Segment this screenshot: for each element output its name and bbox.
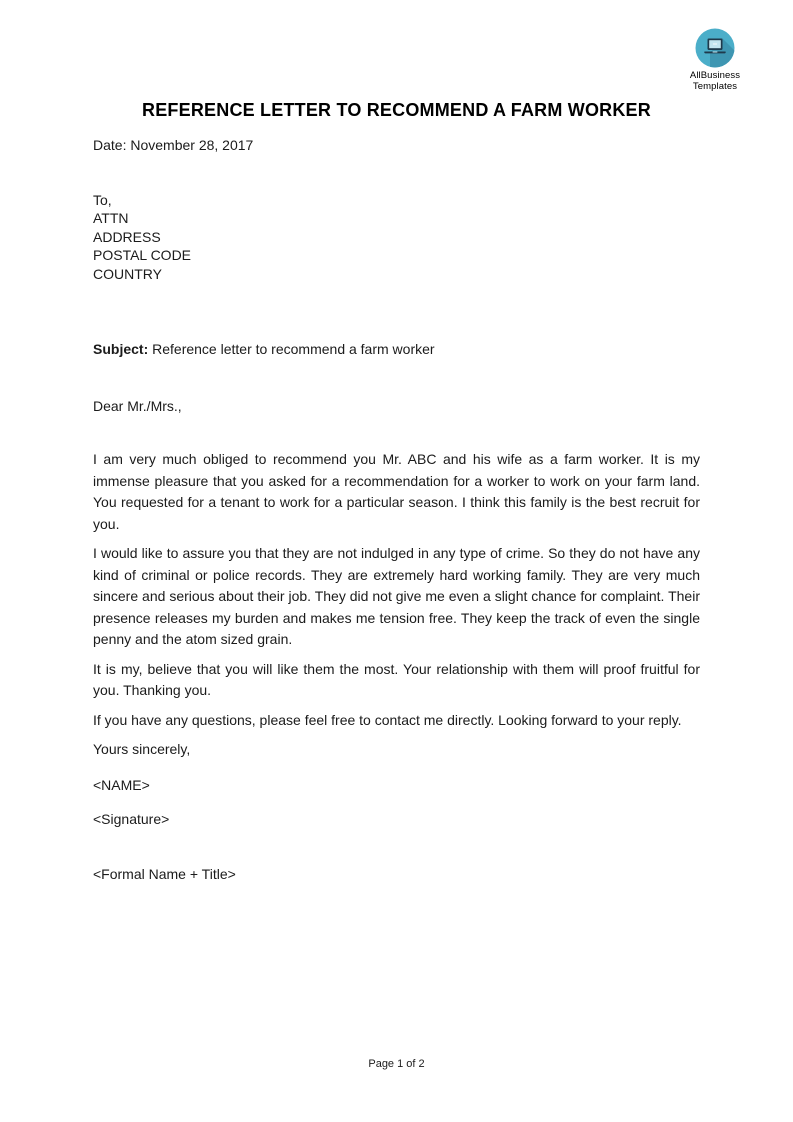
recipient-line: ADDRESS	[93, 228, 161, 245]
name-placeholder: <NAME>	[93, 776, 150, 793]
body-paragraph-2: I would like to assure you that they are not indulged in any type of crime. So they do not have any kind of criminal or police records. They are extremely hard working family. They are very much sincere and serious about their job. They did not give me even a slight chance for complaint. Their presence releases my burden and makes me tension free. They keep the track of even the single penny and the atom sized grain.	[93, 545, 700, 647]
recipient-line: To,	[93, 191, 112, 208]
formal-name-title-placeholder: <Formal Name + Title>	[93, 865, 236, 882]
closing-line: Yours sincerely,	[93, 741, 191, 757]
recipient-line: COUNTRY	[93, 265, 162, 282]
body-paragraph-4: If you have any questions, please feel free to contact me directly. Looking forward to your reply.	[93, 711, 682, 728]
date-line: Date: November 28, 2017	[93, 137, 254, 153]
logo-name-line2: Templates	[692, 81, 738, 92]
laptop-icon	[695, 28, 735, 68]
body-paragraph-1: I am very much obliged to recommend you Mr. ABC and his wife as a farm worker. It is my immense pleasure that you asked for a recommendation for a worker to work on your farm land. You requested for a tenant to work for a particular season. I think this family is the best recruit for you.	[93, 451, 700, 532]
signature-placeholder: <Signature>	[93, 811, 170, 827]
company-logo	[665, 28, 765, 92]
recipient-block	[93, 191, 700, 284]
page-title: REFERENCE LETTER TO RECOMMEND A FARM WORKER	[142, 100, 651, 120]
recipient-line: POSTAL CODE	[93, 247, 192, 263]
subject-line	[93, 339, 700, 361]
recipient-line: ATTN	[93, 210, 129, 226]
salutation: Dear Mr./Mrs.,	[93, 397, 182, 414]
logo-name-line1: AllBusiness	[689, 70, 741, 81]
page-number: Page 1 of 2	[368, 1058, 425, 1070]
subject-text: Reference letter to recommend a farm worker	[148, 341, 435, 357]
body-paragraph-3: It is my, believe that you will like them the most. Your relationship with them will proof fruitful for you. Thanking you.	[93, 660, 700, 698]
subject-label: Subject:	[93, 341, 149, 357]
